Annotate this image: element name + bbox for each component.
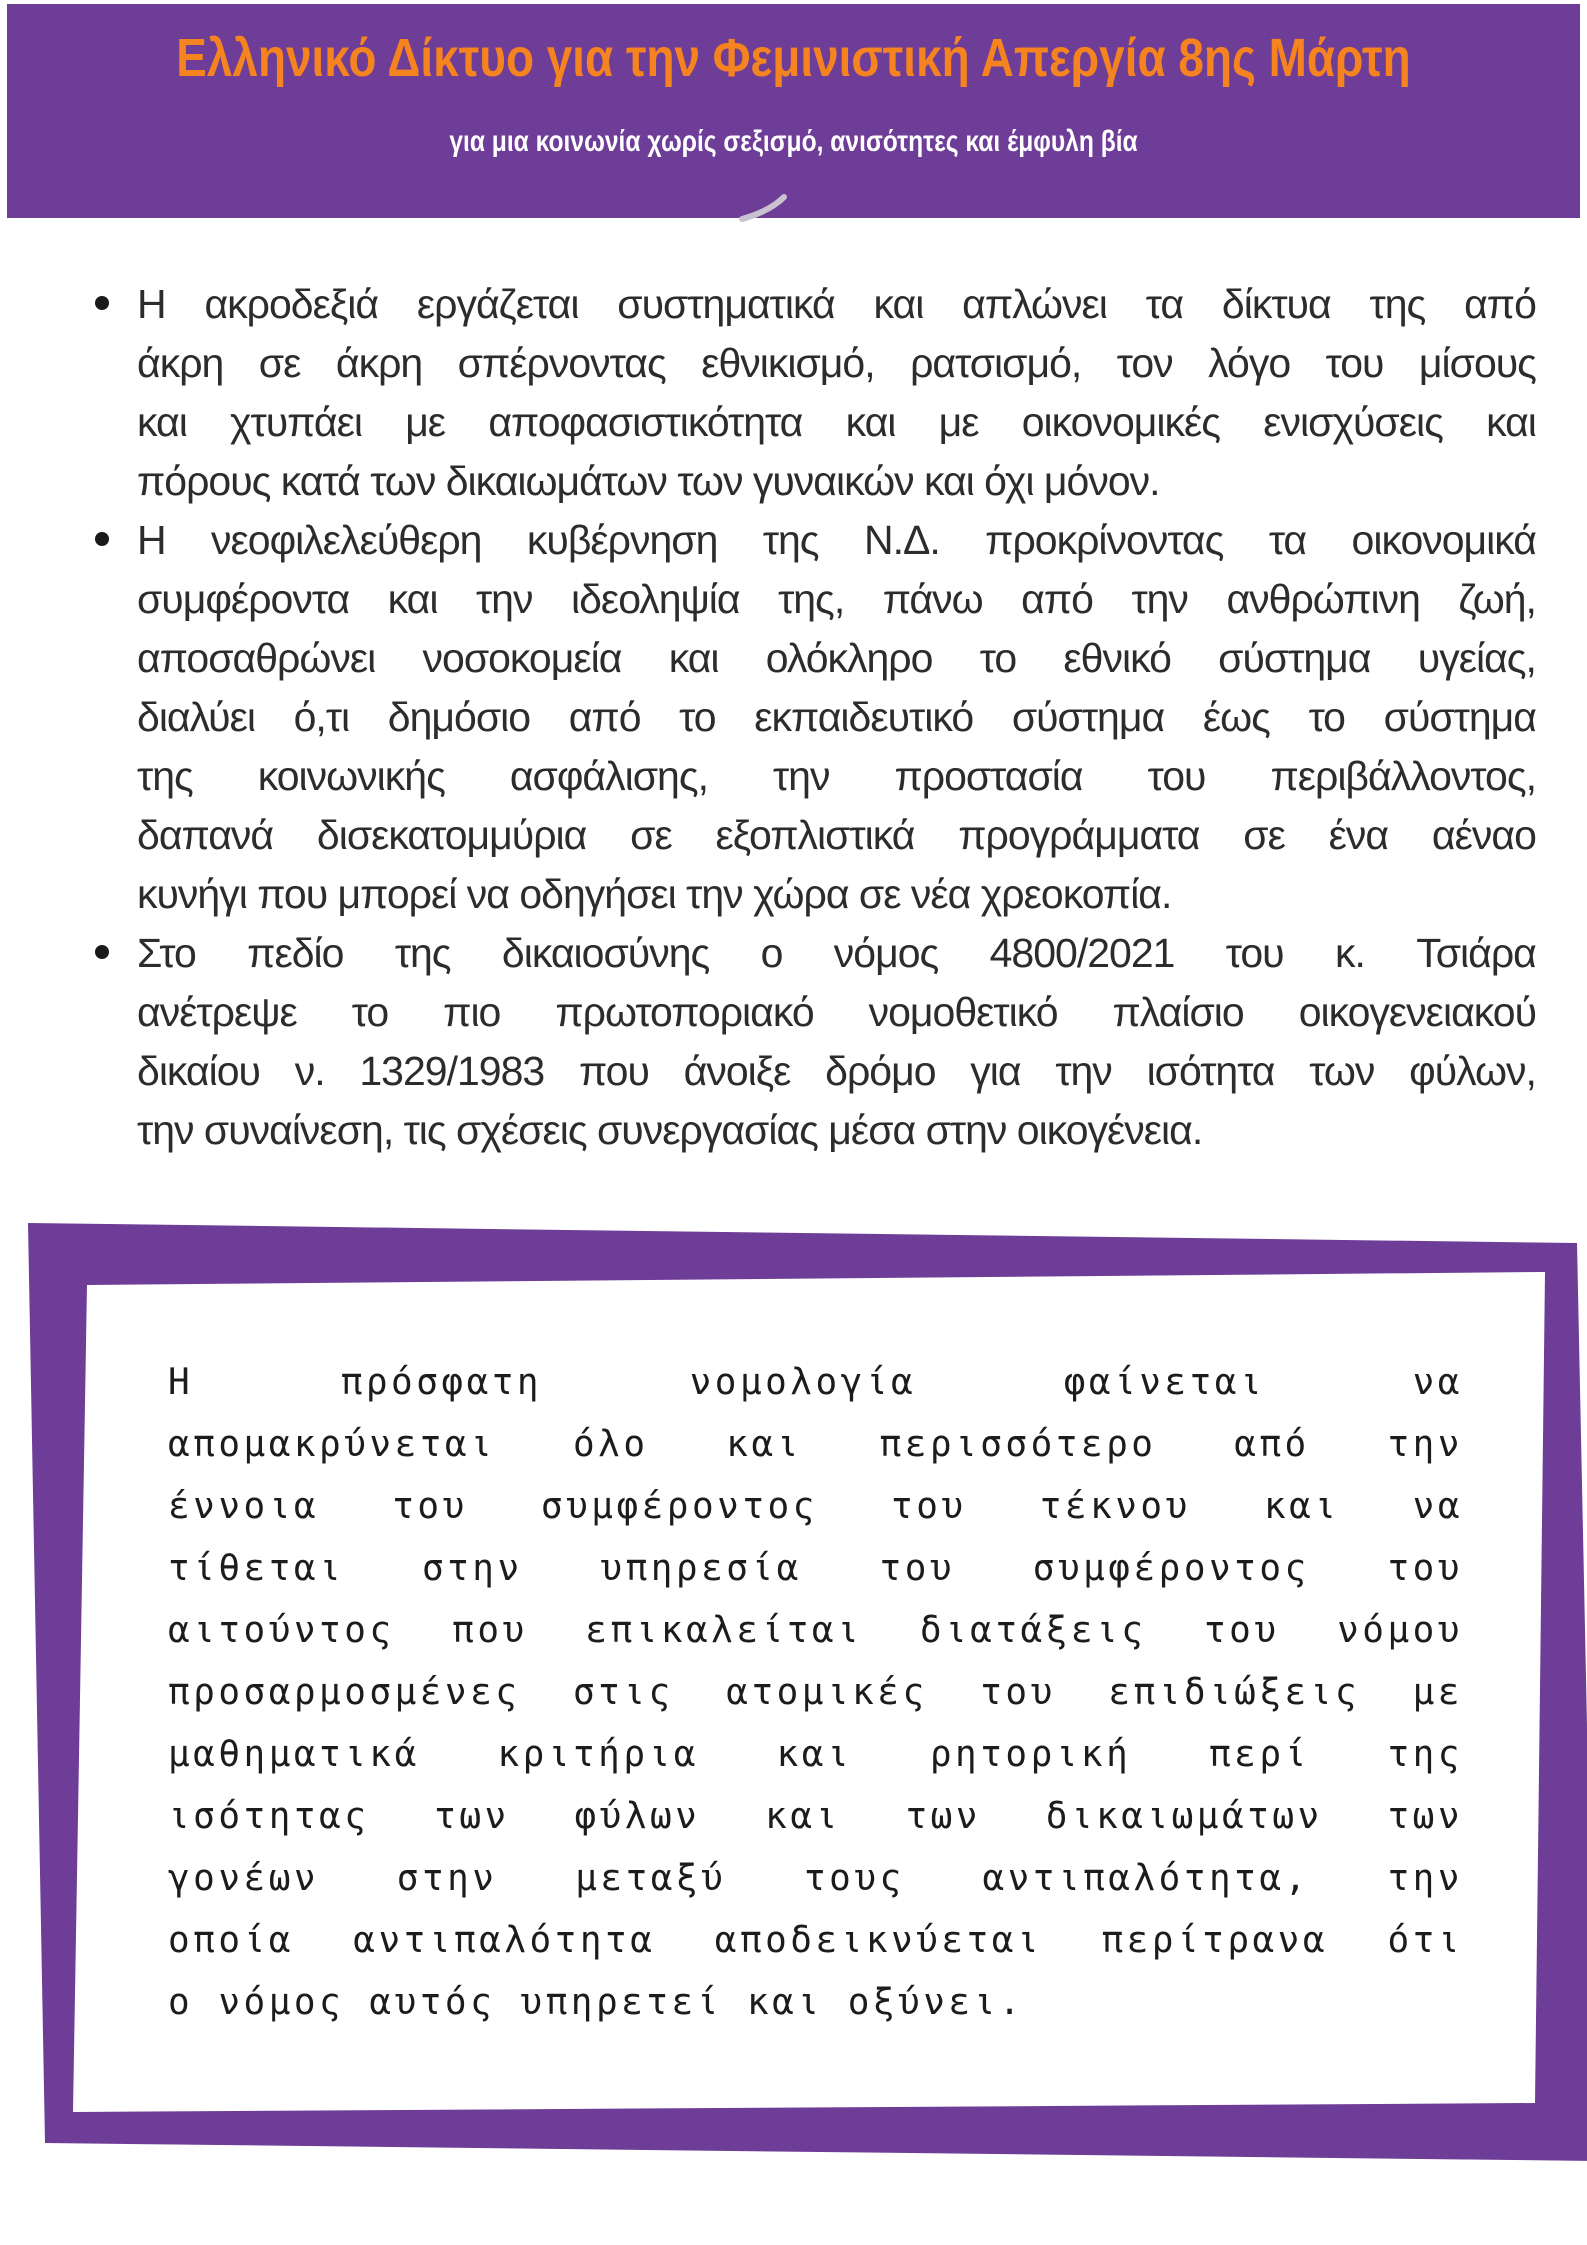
swoosh-icon (738, 194, 788, 224)
bullet-item-far-right (93, 275, 1536, 511)
bullet-list-section (93, 275, 1536, 1160)
quote-text-block: Η πρόσφατη νομολογία φαίνεται να απομακρύνεται όλο και περισσότερο από την έννοια του συμφέροντος του τέκνου και να τίθεται στην υπηρεσία του συμφέροντος του αιτούντος που επικαλείται διατάξεις του νόμου προσαρμοσμένες στις ατομικές του επιδιώξεις με μαθηματικά κριτήρια και ρητορική περί της ισότητας των φύλων και των δικαιωμάτων των γονέων στην μεταξύ τους αντιπαλότητα, την οποία αντιπαλότητα αποδεικνύεται περίτρανα ότι ο νόμος αυτός υπηρετεί και οξύνει. (168, 1362, 1463, 2023)
bullet-text: Η ακροδεξιά εργάζεται συστηματικά και απλώνει τα δίκτυα της από άκρη σε άκρη σπέρνοντας εθνικισμό, ρατσισμό, τον λόγο του μίσους και χτυπάει με αποφασιστικότητα και με οικονομικές ενισχύσεις και πόρους κατά των δικαιωμάτων των γυναικών και όχι μόνον. (137, 281, 1536, 504)
bullet-item-justice-law (93, 924, 1536, 1160)
page-subtitle: για μια κοινωνία χωρίς σεξισμό, ανισότητες και έμφυλη βία (449, 124, 1138, 158)
bullet-list (93, 275, 1536, 1160)
bullet-item-government (93, 511, 1536, 924)
bullet-text: Στο πεδίο της δικαιοσύνης ο νόμος 4800/2021 του κ. Τσιάρα ανέτρεψε το πιο πρωτοποριακό νομοθετικό πλαίσιο οικογενειακού δικαίου ν. 1329/1983 που άνοιξε δρόμο για την ισότητα των φύλων, την συναίνεση, τις σχέσεις συνεργασίας μέσα στην οικογένεια. (137, 930, 1536, 1153)
bullet-text: Η νεοφιλελεύθερη κυβέρνηση της Ν.Δ. προκρίνοντας τα οικονομικά συμφέροντα και την ιδεοληψία της, πάνω από την ανθρώπινη ζωή, αποσαθρώνει νοσοκομεία και ολόκληρο το εθνικό σύστημα υγείας, διαλύει ό,τι δημόσιο από το εκπαιδευτικό σύστημα έως το σύστημα της κοινωνικής ασφάλισης, την προστασία του περιβάλλοντος, δαπανά δισεκατομμύρια σε εξοπλιστικά προγράμματα σε ένα αέναο κυνήγι που μπορεί να οδηγήσει την χώρα σε νέα χρεοκοπία. (137, 517, 1536, 917)
page-title: Ελληνικό Δίκτυο για την Φεμινιστική Απεργία 8ης Μάρτη (176, 28, 1411, 88)
header-banner (7, 4, 1580, 218)
